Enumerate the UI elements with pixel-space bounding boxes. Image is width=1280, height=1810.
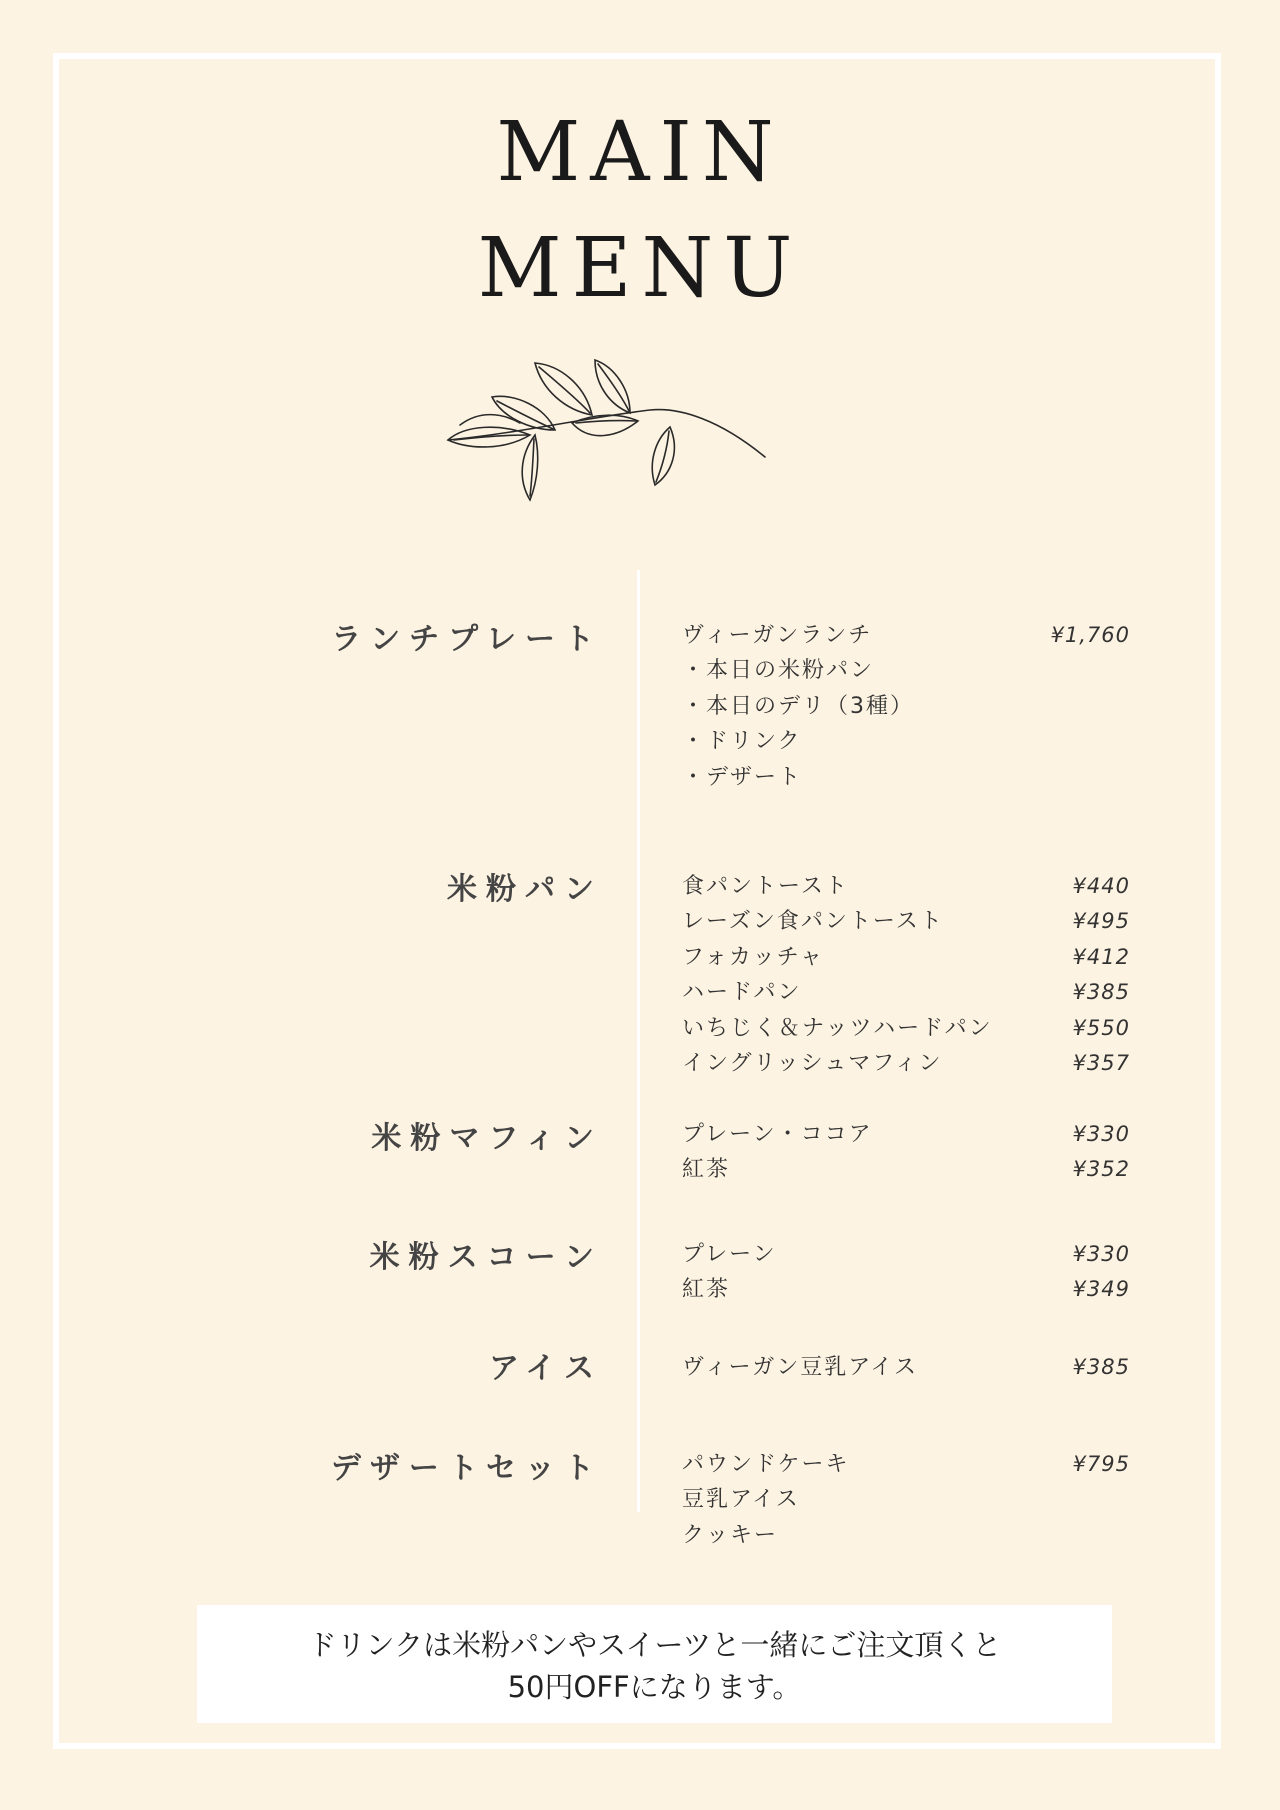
- vertical-divider: [637, 570, 640, 1512]
- menu-item: [682, 724, 1130, 759]
- item-name: ・ドリンク: [682, 729, 802, 755]
- item-name: クッキー: [682, 1522, 779, 1548]
- menu-item: [682, 1152, 1130, 1187]
- item-price: ¥349: [1072, 1277, 1130, 1302]
- menu-item: [682, 1046, 1130, 1081]
- section-dessert-set-items: [682, 1447, 1130, 1553]
- menu-item: [682, 1272, 1130, 1307]
- item-price: ¥412: [1072, 944, 1130, 969]
- menu-item: [682, 1518, 1130, 1553]
- item-name: ヴィーガンランチ: [682, 623, 873, 648]
- menu-item: [682, 1117, 1130, 1152]
- drink-discount-notice: [197, 1605, 1112, 1723]
- section-lunch-plate-items: [682, 618, 1130, 795]
- menu-item: [682, 689, 1130, 724]
- leaf-branch-icon: [440, 355, 770, 505]
- menu-item: [682, 1011, 1130, 1046]
- section-ice-cream-items: [682, 1350, 1130, 1385]
- item-name: プレーン・ココア: [682, 1122, 873, 1147]
- menu-item: [682, 1447, 1130, 1482]
- item-price: ¥1,760: [1050, 623, 1130, 647]
- item-name: ・デザート: [682, 764, 803, 790]
- menu-item: [682, 653, 1130, 688]
- menu-title-line-2: MENU: [477, 221, 803, 316]
- category-lunch-plate: ランチプレート: [331, 622, 603, 657]
- item-name: ハードパン: [682, 980, 802, 1006]
- menu-item: [682, 1350, 1130, 1385]
- item-name: ・本日の米粉パン: [682, 658, 875, 684]
- category-rice-flour-bread: 米粉パン: [447, 872, 603, 907]
- item-name: いちじく＆ナッツハードパン: [682, 1015, 993, 1041]
- item-price: ¥495: [1072, 909, 1130, 934]
- item-price: ¥330: [1072, 1242, 1130, 1266]
- menu-title-line-1: MAIN: [496, 105, 784, 200]
- item-name: レーズン食パントースト: [682, 909, 944, 935]
- menu-item: [682, 618, 1130, 653]
- category-dessert-set: デザートセット: [330, 1451, 603, 1486]
- category-rice-flour-muffin: 米粉マフィン: [371, 1121, 603, 1156]
- item-name: ・本日のデリ（3種）: [682, 693, 914, 719]
- notice-line-1: ドリンクは米粉パンやスイーツと一緒にご注文頂くと: [307, 1628, 1002, 1662]
- menu-item: [682, 760, 1130, 795]
- menu-item: [682, 1237, 1130, 1272]
- section-rice-flour-bread-items: [682, 869, 1130, 1081]
- item-price: ¥357: [1072, 1050, 1130, 1075]
- notice-line-2: 50円OFFになります。: [507, 1670, 802, 1704]
- menu-item: [682, 975, 1130, 1010]
- item-price: ¥795: [1072, 1452, 1130, 1476]
- item-name: パウンドケーキ: [682, 1452, 850, 1477]
- item-name: フォカッチャ: [682, 944, 825, 970]
- menu-item: [682, 904, 1130, 939]
- item-price: ¥330: [1072, 1122, 1130, 1146]
- menu-item: [682, 940, 1130, 975]
- item-price: ¥352: [1072, 1157, 1130, 1182]
- item-name: 食パントースト: [682, 874, 849, 899]
- section-rice-flour-scone-items: [682, 1237, 1130, 1308]
- item-price: ¥385: [1072, 1355, 1130, 1379]
- item-price: ¥385: [1072, 980, 1130, 1005]
- item-name: 紅茶: [682, 1157, 731, 1183]
- item-name: 豆乳アイス: [682, 1487, 800, 1513]
- menu-item: [682, 1482, 1130, 1517]
- item-price: ¥440: [1072, 874, 1130, 898]
- item-name: 紅茶: [682, 1277, 731, 1303]
- item-name: プレーン: [682, 1242, 777, 1267]
- item-name: イングリッシュマフィン: [682, 1050, 943, 1076]
- menu-item: [682, 869, 1130, 904]
- section-rice-flour-muffin-items: [682, 1117, 1130, 1188]
- category-rice-flour-scone: 米粉スコーン: [369, 1240, 603, 1275]
- item-name: ヴィーガン豆乳アイス: [682, 1355, 919, 1380]
- item-price: ¥550: [1072, 1015, 1130, 1040]
- category-ice-cream: アイス: [489, 1351, 603, 1386]
